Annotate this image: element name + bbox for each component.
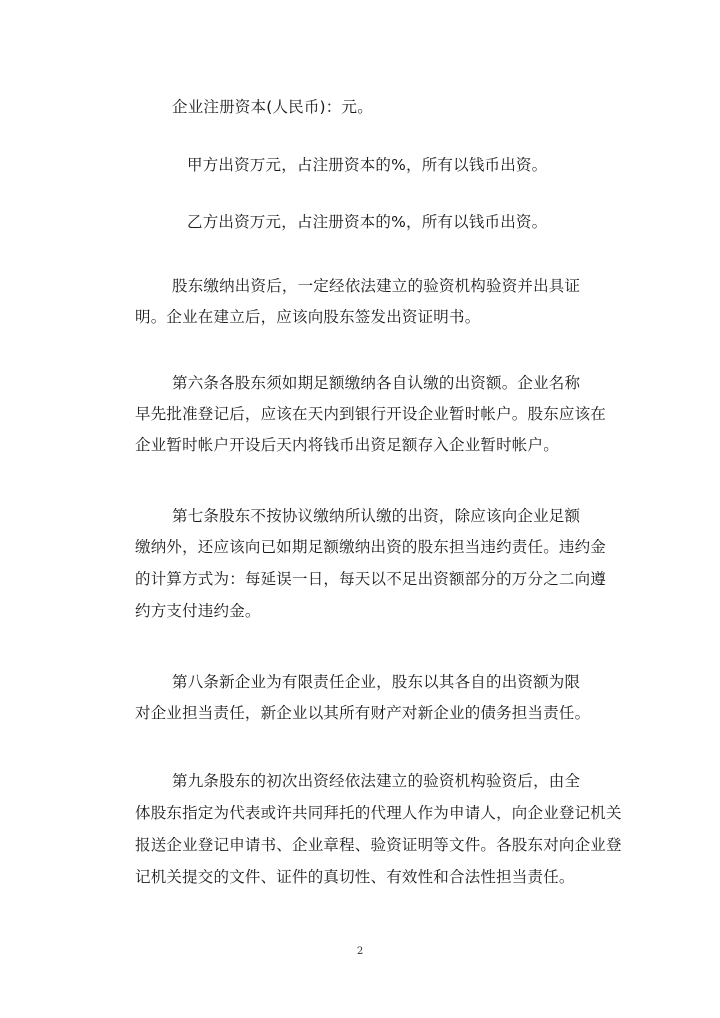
paragraph-line: 报送企业登记申请书、企业章程、验资证明等文件。各股东对向企业登 [135,836,622,854]
paragraph-line: 股东缴纳出资后，一定经依法建立的验资机构验资并出具证 [172,277,581,295]
paragraph-line: 缴纳外，还应该向已如期足额缴纳出资的股东担当违约责任。违约金 [135,538,607,556]
paragraph-line: 体股东指定为代表或许共同拜托的代理人作为申请人，向企业登记机关 [135,804,622,822]
paragraph-line: 记机关提交的文件、证件的真切性、有效性和合法性担当责任。 [135,868,575,886]
paragraph-line: 乙方出资万元，占注册资本的%，所有以钱币出资。 [187,213,548,231]
paragraph-line: 明。企业在建立后，应该向股东签发出资证明书。 [135,308,481,326]
paragraph-line: 对企业担当责任，新企业以其所有财产对新企业的债务担当责任。 [135,704,591,722]
paragraph-line: 第六条各股东须如期足额缴纳各自认缴的出资额。企业名称 [172,374,581,392]
paragraph-line: 第七条股东不按协议缴纳所认缴的出资，除应该向企业足额 [172,507,581,525]
paragraph-line: 企业暂时帐户开设后天内将钱币出资足额存入企业暂时帐户。 [135,436,559,454]
paragraph-line: 甲方出资万元，占注册资本的%，所有以钱币出资。 [187,156,548,174]
paragraph-line: 约方支付违约金。 [135,602,261,620]
page-number: 2 [356,946,364,957]
paragraph-line: 早先批准登记后，应该在天内到银行开设企业暂时帐户。股东应该在 [135,405,607,423]
paragraph-line: 企业注册资本(人民币)：元。 [172,98,373,116]
paragraph-line: 第八条新企业为有限责任企业，股东以其各自的出资额为限 [172,673,581,691]
paragraph-line: 第九条股东的初次出资经依法建立的验资机构验资后，由全 [172,772,581,790]
paragraph-line: 的计算方式为：每延误一日，每天以不足出资额部分的万分之二向遵 [135,570,607,588]
